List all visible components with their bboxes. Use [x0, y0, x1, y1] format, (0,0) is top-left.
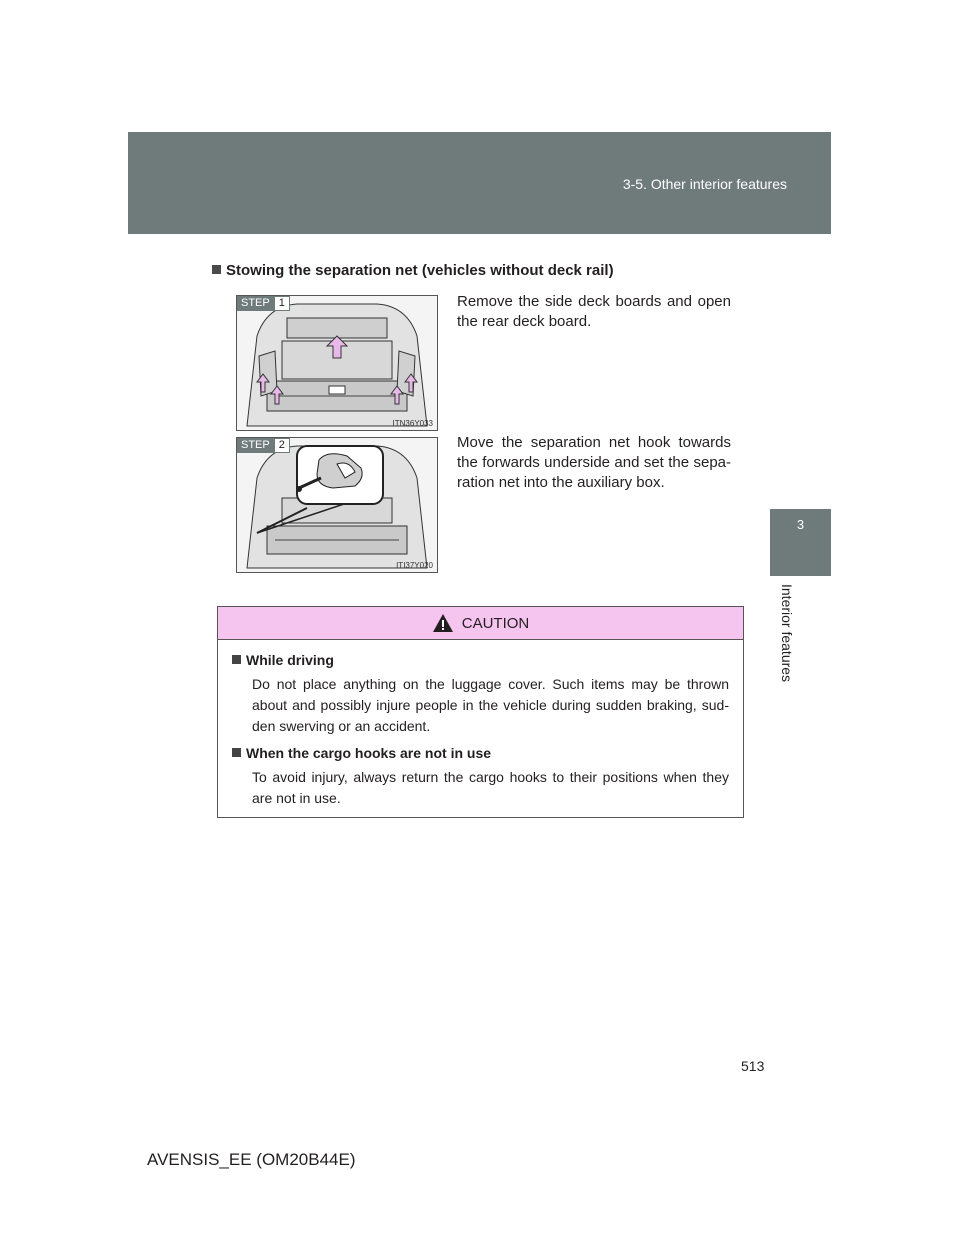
chapter-tab[interactable] [770, 509, 831, 576]
caution-item-text: To avoid injury, always return the cargo hooks to their positions when they are not in use. [252, 769, 729, 806]
figure-code: ITN36Y033 [392, 419, 433, 428]
warning-triangle-icon [432, 613, 454, 633]
square-bullet-icon [232, 748, 241, 757]
section-title: 3-5. Other interior features [622, 176, 787, 192]
section-heading [212, 262, 614, 279]
step-badge: STEP 1 [237, 296, 290, 311]
caution-body [218, 640, 743, 809]
header-band [128, 132, 831, 234]
caution-header [218, 607, 743, 640]
page-number: 513 [741, 1058, 765, 1074]
heading-text: Stowing the separation net (vehicles without deck rail) [226, 262, 614, 279]
step-badge: STEP 2 [237, 438, 290, 453]
caution-item-title: While driving [232, 652, 729, 668]
caution-item-title: When the cargo hooks are not in use [232, 745, 729, 761]
chapter-title: Interior features [779, 584, 795, 683]
trunk-illustration-1 [237, 296, 437, 430]
step-2-figure [236, 437, 438, 573]
caution-item-text: Do not place anything on the luggage cover. Such items may be thrown about and possibly injure people in the vehicle during sudden braking, sud-den swerving or an accident. [252, 676, 729, 734]
step-1-text: Remove the side deck boards and open the rear deck board. [457, 293, 731, 330]
square-bullet-icon [232, 655, 241, 664]
chapter-number: 3 [796, 517, 805, 532]
figure-code: ITI37Y020 [396, 561, 433, 570]
step-1-figure [236, 295, 438, 431]
trunk-illustration-2 [237, 438, 437, 572]
step-2-text: Move the separation net hook towards the forwards underside and set the sepa-ration net into the auxiliary box. [457, 434, 731, 491]
square-bullet-icon [212, 265, 221, 274]
footer-model: AVENSIS_EE (OM20B44E) [147, 1150, 356, 1169]
caution-title: CAUTION [461, 614, 530, 632]
caution-box [217, 606, 744, 818]
